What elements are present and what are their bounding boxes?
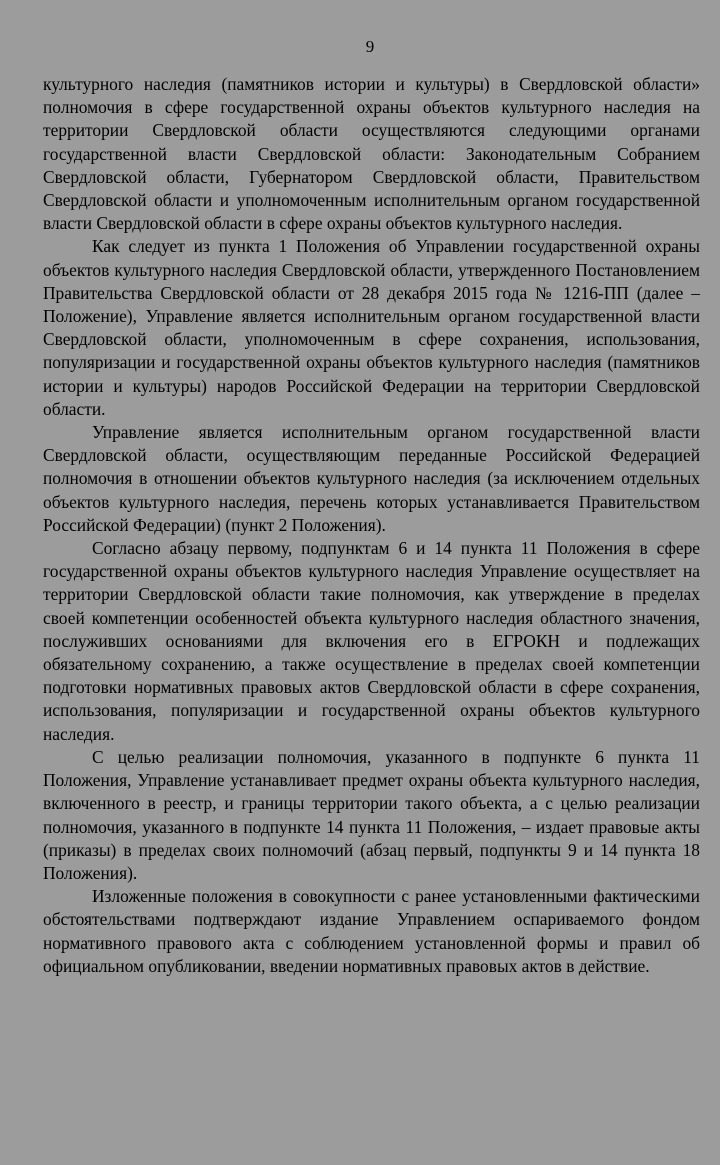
paragraph: С целью реализации полномочия, указанного в подпункте 6 пункта 11 Положения, Управление устанавливает предмет охраны объекта культурного наследия, включенного в реестр, и границы территории такого объекта, а с целью реализации полномочия, указанного в подпункте 14 пункта 11 Положения, – издает правовые акты (приказы) в пределах своих полномочий (абзац первый, подпункты 9 и 14 пункта 18 Положения).: [43, 746, 700, 883]
paragraph: Изложенные положения в совокупности с ранее установленными фактическими обстоятельствами подтверждают издание Управлением оспариваемого фондом нормативного правового акта с соблюдением установленной формы и правил об официальном опубликовании, введении нормативных правовых актов в действие.: [43, 886, 700, 976]
paragraph: Согласно абзацу первому, подпунктам 6 и 14 пункта 11 Положения в сфере государственной охраны объектов культурного наследия Управление осуществляет на территории Свердловской области такие полномочия, как утверждение в пределах своей компетенции особенностей объекта культурного наследия областного значения, послуживших основаниями для включения его в ЕГРОКН и подлежащих обязательному сохранению, а также осуществление в пределах своей компетенции подготовки нормативных правовых актов Свердловской области в сфере сохранения, использования, популяризации и государственной охраны объектов культурного наследия.: [43, 538, 700, 744]
paragraph: Как следует из пункта 1 Положения об Управлении государственной охраны объектов культурного наследия Свердловской области, утвержденного Постановлением Правительства Свердловской области от 28 декабря 2015 года № 1216-ПП (далее – Положение), Управление является исполнительным органом государственной власти Свердловской области, уполномоченным в сфере сохранения, использования, популяризации и государственной охраны объектов культурного наследия (памятников истории и культуры) народов Российской Федерации на территории Свердловской области.: [43, 236, 700, 419]
page-number: 9: [365, 37, 375, 56]
paragraph: Управление является исполнительным органом государственной власти Свердловской области, осуществляющим переданные Российской Федерацией полномочия в отношении объектов культурного наследия (за исключением отдельных объектов культурного наследия, перечень которых устанавливается Правительством Российской Федерации) (пункт 2 Положения).: [43, 422, 700, 535]
document-body: [43, 73, 700, 978]
paragraph-continuation: культурного наследия (памятников истории и культуры) в Свердловской области» полномочия в сфере государственной охраны объектов культурного наследия на территории Свердловской области осуществляются следующими органами государственной власти Свердловской области: Законодательным Собранием Свердловской области, Губернатором Свердловской области, Правительством Свердловской области и уполномоченным исполнительным органом государственной власти Свердловской области в сфере охраны объектов культурного наследия.: [43, 74, 700, 234]
